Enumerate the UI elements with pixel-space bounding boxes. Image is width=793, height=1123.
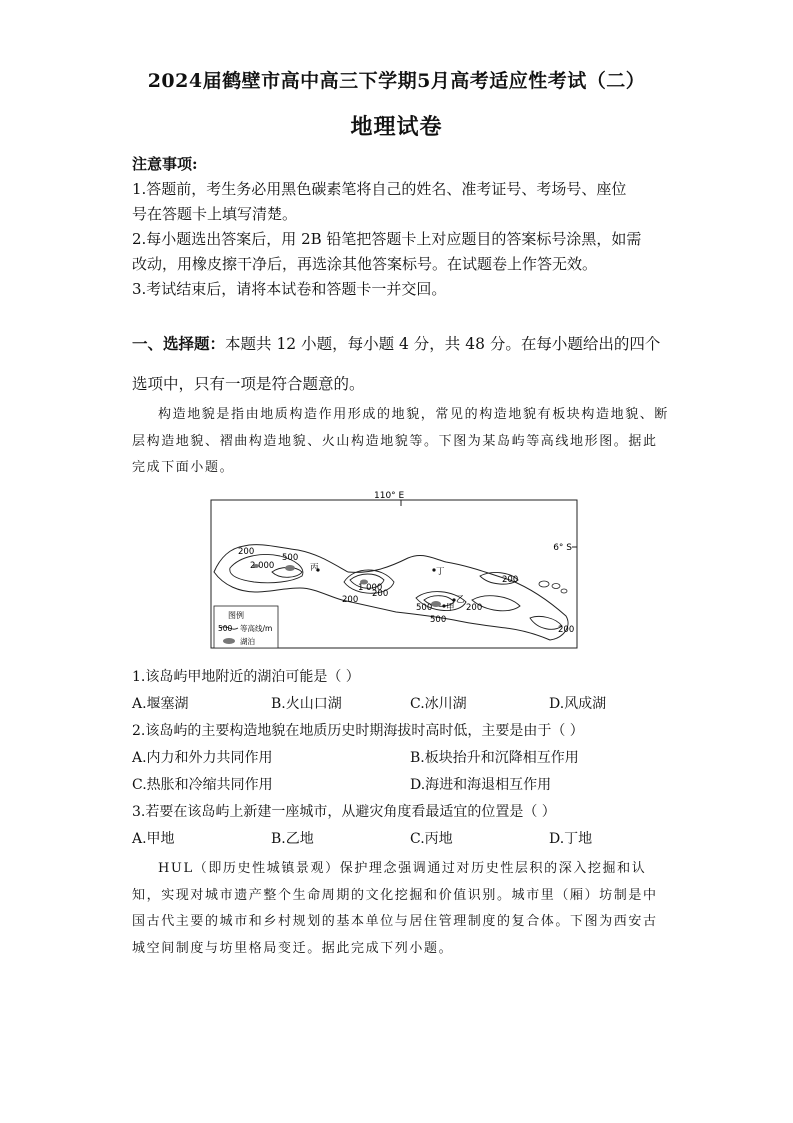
contour-label: 200 xyxy=(238,547,255,557)
map-legend xyxy=(214,606,278,648)
question-1-option-d[interactable]: D.风成湖 xyxy=(549,696,607,712)
notice-line: 1.答题前，考生务必用黑色碳素笔将自己的姓名、准考证号、考场号、座位 xyxy=(132,180,627,198)
section-instructions-cont: 选项中，只有一项是符合题意的。 xyxy=(132,375,365,393)
contour-label: 200 xyxy=(466,603,483,613)
contour-label: 500 xyxy=(430,615,447,625)
map-point-label: 乙 xyxy=(456,595,465,605)
notice-line: 2.每小题选出答案后，用 2B 铅笔把答题卡上对应题目的答案标号涂黑，如需 xyxy=(132,230,642,248)
question-2-option-a[interactable]: A.内力和外力共同作用 xyxy=(132,750,273,766)
contour-label: 200 xyxy=(372,589,389,599)
question-3-option-c[interactable]: C.丙地 xyxy=(410,831,453,847)
legend-lake-label: 湖泊 xyxy=(240,637,255,646)
question-1-stem: 1.该岛屿甲地附近的湖泊可能是（ ） xyxy=(132,669,360,685)
notice-line: 改动，用橡皮擦干净后，再选涂其他答案标号。在试题卷上作答无效。 xyxy=(132,255,598,273)
passage-hul: HUL（即历史性城镇景观）保护理念强调通过对历史性层积的深入挖掘和认知，实现对城市遗产整个生命周期的文化挖掘和价值识别。城市里（厢）坊制是中国古代主要的城市和乡村规划的基本单位与居住管理制度的复合体。下图为西安古城空间制度与坊里格局变迁。据此完成下列小题。 xyxy=(132,861,658,956)
section-instructions: 本题共 12 小题，每小题 4 分，共 48 分。在每小题给出的四个 xyxy=(225,335,661,353)
question-2-option-d[interactable]: D.海进和海退相互作用 xyxy=(410,777,552,793)
contour-label: 500 xyxy=(282,553,299,563)
latitude-label: 6° S xyxy=(553,543,572,553)
legend-lake-swatch xyxy=(223,638,235,644)
question-3-option-a[interactable]: A.甲地 xyxy=(132,831,175,847)
question-3-option-d[interactable]: D.丁地 xyxy=(549,831,593,847)
contour-label: 1 000 xyxy=(358,583,383,593)
notice-line: 3.考试结束后，请将本试卷和答题卡一并交回。 xyxy=(132,280,447,298)
legend-contour-value: 500 xyxy=(218,624,233,633)
question-3-stem: 3.若要在该岛屿上新建一座城市，从避灾角度看最适宜的位置是（ ） xyxy=(132,804,556,820)
exam-subject-title: 地理试卷 xyxy=(350,114,443,140)
legend-title: 图例 xyxy=(228,611,244,620)
island-contour-map xyxy=(210,488,580,653)
lake xyxy=(285,565,295,571)
notice-line: 号在答题卡上填写清楚。 xyxy=(132,205,298,223)
question-2-stem: 2.该岛屿的主要构造地貌在地质历史时期海拔时高时低，主要是由于（ ） xyxy=(132,723,584,739)
question-1-option-c[interactable]: C.冰川湖 xyxy=(410,696,467,712)
passage-landforms: 构造地貌是指由地质构造作用形成的地貌，常见的构造地貌有板块构造地貌、断层构造地貌、褶曲构造地貌、火山构造地貌等。下图为某岛屿等高线地形图。据此完成下面小题。 xyxy=(132,407,670,475)
question-3-option-b[interactable]: B.乙地 xyxy=(271,831,314,847)
question-1-option-a[interactable]: A.堰塞湖 xyxy=(132,696,189,712)
longitude-label: 110° E xyxy=(374,491,405,501)
contour-label: 2 000 xyxy=(250,561,275,571)
contour-label: 200 xyxy=(342,595,359,605)
notice-heading: 注意事项: xyxy=(132,155,198,173)
exam-title: 2024届鹤壁市高中高三下学期5月高考适应性考试（二） xyxy=(147,70,646,92)
section-heading xyxy=(132,324,692,404)
contour-label: 200 xyxy=(558,625,575,635)
section-label: 一、选择题： xyxy=(132,334,226,353)
map-point-label: 丁 xyxy=(436,567,445,577)
legend-contour-label: 等高线/m xyxy=(240,624,273,633)
contour-label: 500 xyxy=(416,603,433,613)
question-2-option-b[interactable]: B.板块抬升和沉降相互作用 xyxy=(410,750,579,766)
question-1-option-b[interactable]: B.火山口湖 xyxy=(271,696,342,712)
notice-block xyxy=(132,152,692,302)
map-point-label: 甲 xyxy=(446,603,455,613)
contour-label: 200 xyxy=(502,575,519,585)
map-point-label: 丙 xyxy=(310,563,319,573)
question-2-option-c[interactable]: C.热胀和冷缩共同作用 xyxy=(132,777,273,793)
lake xyxy=(431,601,441,607)
